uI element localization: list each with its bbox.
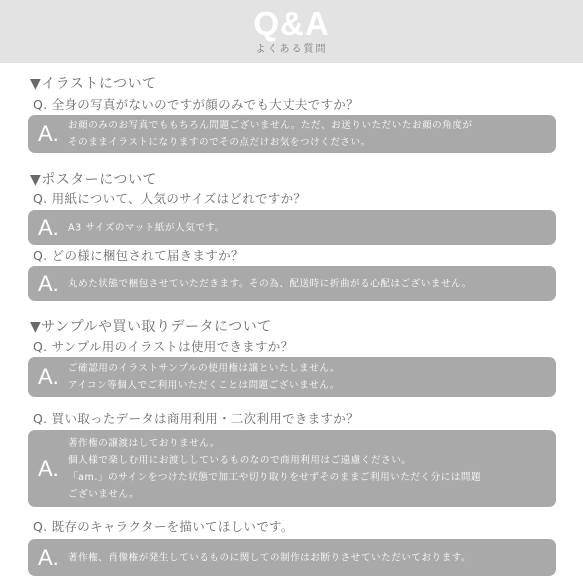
- section-title-sample-data: ▼サンプルや買い取りデータについて: [30, 319, 272, 335]
- answer-text: ご確認用のイラストサンプルの使用権は譲といたしません。 アイコン等個人でご利用いただくことは問題ございません。: [68, 363, 341, 391]
- answer-sample-use: [28, 357, 556, 397]
- answer-mark: A.: [38, 270, 59, 296]
- question-existing-character: Q. 既存のキャラクターを描いてほしいです。: [33, 519, 294, 534]
- answer-mark: A.: [38, 544, 59, 570]
- answer-text: お顔のみのお写真でももちろん問題ございません。ただ、お送りいただいたお顔の角度が そのままイラストになりますのでその点だけお気をつけください。: [68, 120, 473, 148]
- answer-mark: A.: [38, 455, 59, 481]
- question-sample-use: Q. サンプル用のイラストは使用できますか？: [33, 339, 294, 354]
- answer-mark: A.: [38, 214, 59, 240]
- answer-popular-size: [28, 210, 556, 245]
- question-commercial-use: Q. 買い取ったデータは商用利用・二次利用できますか？: [33, 411, 359, 426]
- answer-mark: A.: [38, 364, 59, 389]
- page-title: Q&A: [253, 5, 330, 42]
- answer-text: A3 サイズのマット紙が人気です。: [68, 222, 225, 233]
- answer-commercial-use: [28, 430, 556, 507]
- answer-text: 著作権の譲渡はしておりません。 個人様で楽しむ用にお渡ししているものなので商用利用はご遠慮ください。 「am.」のサインをつけた状態で加工や切り取りをせずそのままご利用いただく分には問題 ございません。: [68, 437, 482, 500]
- answer-face-only: [28, 115, 556, 153]
- section-title-illustration: ▼イラストについて: [30, 76, 157, 92]
- answer-text: 丸めた状態で梱包させていただきます。その為、配送時に折曲がる心配はございません。: [68, 278, 472, 289]
- answer-existing-character: [28, 539, 556, 576]
- answer-mark: A.: [38, 121, 59, 146]
- question-popular-size: Q. 用紙について、人気のサイズはどれですか？: [33, 191, 307, 206]
- question-face-only: Q. 全身の写真がないのですが顔のみでも大丈夫ですか？: [33, 97, 359, 112]
- answer-text: 著作権、肖像権が発生しているものに関しての制作はお断りさせていただいております。: [68, 552, 472, 563]
- question-packaging: Q. どの様に梱包されて届きますか？: [33, 248, 244, 263]
- page-subtitle: よくある質問: [255, 44, 328, 55]
- header-banner: [0, 0, 583, 63]
- section-title-poster: ▼ポスターについて: [30, 172, 157, 188]
- answer-packaging: [28, 266, 556, 301]
